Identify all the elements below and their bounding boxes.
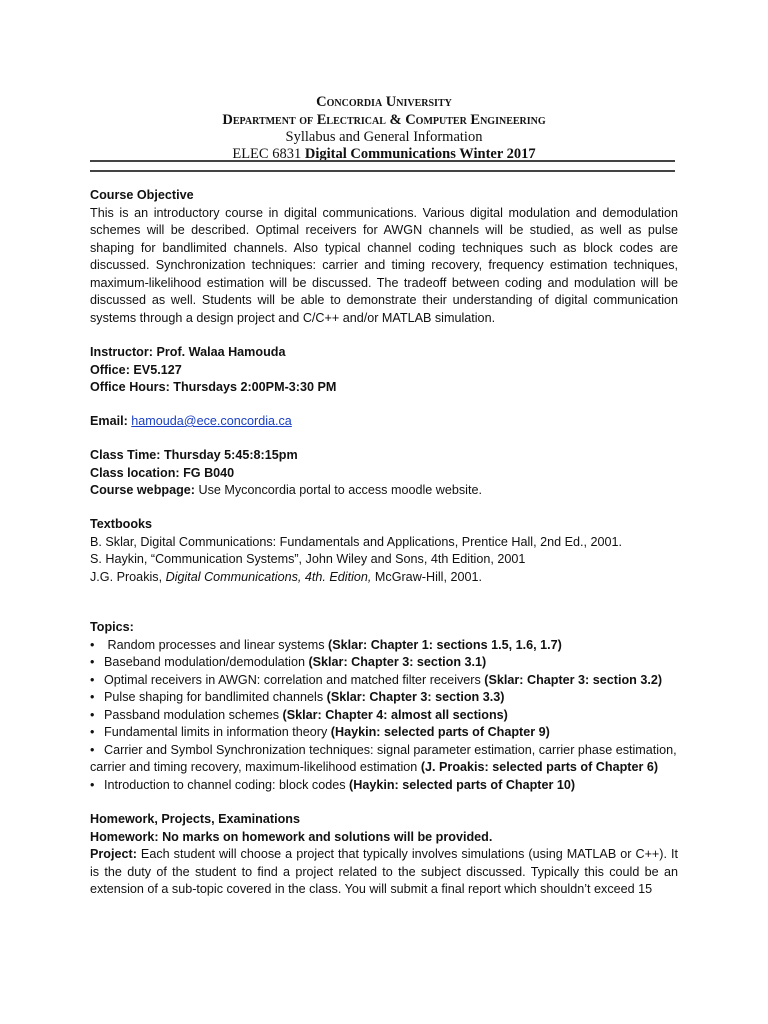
class-time-label: Class Time: xyxy=(90,448,161,462)
topic-text: Passband modulation schemes xyxy=(104,707,283,722)
topic-text: Optimal receivers in AWGN: correlation and matched filter receivers xyxy=(104,672,485,687)
office-hours-line xyxy=(90,379,678,397)
class-location-value: FG B040 xyxy=(183,465,235,480)
bullet-icon: • xyxy=(90,672,95,687)
topics-section xyxy=(90,619,678,794)
instructor-line xyxy=(90,344,678,362)
class-time-line xyxy=(90,447,678,465)
email-label: Email: xyxy=(90,414,128,428)
email-link[interactable]: hamouda@ece.concordia.ca xyxy=(131,414,292,428)
class-location-line xyxy=(90,465,678,483)
homework-text: No marks on homework and solutions will be provided. xyxy=(162,829,493,844)
bullet-icon: • xyxy=(90,637,95,652)
topic-item xyxy=(90,724,678,742)
topic-reference: (Sklar: Chapter 3: section 3.1) xyxy=(308,655,487,669)
bullet-icon: • xyxy=(90,707,95,722)
office-line xyxy=(90,362,678,380)
topic-reference: (Haykin: selected parts of Chapter 9) xyxy=(330,725,550,739)
topic-reference: (Sklar: Chapter 1: sections 1.5, 1.6, 1.7) xyxy=(328,637,562,652)
textbook-proakis xyxy=(90,569,678,587)
topic-item xyxy=(90,654,678,672)
homework-section xyxy=(90,811,678,899)
class-info-section xyxy=(90,447,678,500)
course-name: Digital Communications Winter 2017 xyxy=(304,146,536,162)
topic-reference: (J. Proakis: selected parts of Chapter 6) xyxy=(420,760,659,774)
topic-text: Random processes and linear systems xyxy=(107,637,328,652)
class-location-label: Class location: xyxy=(90,465,180,480)
header-divider xyxy=(90,160,675,172)
bullet-icon: • xyxy=(90,655,95,669)
topic-item xyxy=(90,637,678,655)
office-hours-label: Office Hours: xyxy=(90,380,170,394)
proakis-title: Digital Communications xyxy=(165,569,298,584)
homework-line xyxy=(90,829,678,847)
university-name: Concordia University xyxy=(316,94,452,110)
topic-text: Pulse shaping for bandlimited channels xyxy=(104,690,327,704)
bullet-icon: • xyxy=(90,777,95,792)
office-value: EV5.127 xyxy=(133,362,182,377)
instructor-name: Prof. Walaa Hamouda xyxy=(156,345,286,359)
course-webpage-line xyxy=(90,482,678,500)
bullet-icon: • xyxy=(90,742,95,757)
homework-heading: Homework, Projects, Examinations xyxy=(90,812,300,826)
textbook-sklar: B. Sklar, Digital Communications: Fundamentals and Applications, Prentice Hall, 2nd Ed., 2001. xyxy=(90,534,623,549)
instructor-section xyxy=(90,344,678,397)
topic-reference: (Sklar: Chapter 4: almost all sections) xyxy=(282,707,508,722)
topic-reference: (Sklar: Chapter 3: section 3.3) xyxy=(326,690,505,704)
topic-reference: (Haykin: selected parts of Chapter 10) xyxy=(349,777,576,792)
topic-reference: (Sklar: Chapter 3: section 3.2) xyxy=(484,672,663,687)
objective-text: This is an introductory course in digital communications. Various digital modulation and demodulation schemes will be described. Optimal receivers for AWGN channels will be studied, as well as pulse shaping for bandlimited channels. Also typical channel coding techniques such as block codes are discussed. Synchronization techniques: carrier and timing recovery, frequency estimation techniques, maximum-likelihood estimation will be discussed. The tradeoff between coding and modulation will be discussed as well. Students will be able to demonstrate their understanding of digital communication systems through a design project and C/C++ and/or MATLAB simulation. xyxy=(90,205,678,325)
homework-label: Homework: xyxy=(90,829,159,844)
textbooks-heading: Textbooks xyxy=(90,517,153,531)
topic-item xyxy=(90,707,678,725)
course-webpage-value: Use Myconcordia portal to access moodle website. xyxy=(198,483,482,497)
bullet-icon: • xyxy=(90,690,95,704)
course-code: ELEC 6831 xyxy=(232,146,302,162)
topic-text: Fundamental limits in information theory xyxy=(104,725,331,739)
textbook-haykin: S. Haykin, “Communication Systems”, John Wiley and Sons, 4th Edition, 2001 xyxy=(90,552,526,566)
department-name: Department of Electrical & Computer Engineering xyxy=(222,112,546,128)
objective-heading: Course Objective xyxy=(90,188,194,202)
topic-text: Introduction to channel coding: block codes xyxy=(104,777,350,792)
topic-item xyxy=(90,777,678,795)
topic-item-continuation xyxy=(90,759,678,777)
topic-item xyxy=(90,742,678,760)
bullet-icon: • xyxy=(90,725,95,739)
proakis-edition: , 4th. Edition, xyxy=(297,569,375,584)
proakis-publisher: McGraw-Hill, 2001. xyxy=(374,569,482,584)
topic-item xyxy=(90,689,678,707)
objective-section xyxy=(90,187,678,327)
textbooks-section xyxy=(90,516,678,586)
instructor-label: Instructor: xyxy=(90,345,153,359)
topic-text: Baseband modulation/demodulation xyxy=(104,655,309,669)
email-line xyxy=(90,413,678,431)
office-hours-value: Thursdays 2:00PM-3:30 PM xyxy=(173,380,337,394)
proakis-author: J.G. Proakis, xyxy=(90,569,166,584)
topics-heading: Topics: xyxy=(90,620,134,634)
topics-list xyxy=(90,637,678,795)
document-subtitle: Syllabus and General Information xyxy=(285,129,483,145)
topic-text: carrier and timing recovery, maximum-likelihood estimation xyxy=(90,760,421,774)
topic-item xyxy=(90,672,678,690)
class-time-value: Thursday 5:45:8:15pm xyxy=(163,448,298,462)
project-text: Each student will choose a project that typically involves simulations (using MATLAB or C++). It is the duty of the student to find a project related to the subject discussed. Typically this could be an extension of a sub-topic covered in the class. You will submit a final report which shouldn’t exceed 15 xyxy=(90,847,678,896)
course-webpage-label: Course webpage: xyxy=(90,483,195,497)
office-label: Office: xyxy=(90,362,130,377)
project-label: Project: xyxy=(90,847,137,861)
project-paragraph xyxy=(90,846,678,899)
topic-text: Carrier and Symbol Synchronization techniques: signal parameter estimation, carrier phase estimation, xyxy=(104,742,677,757)
